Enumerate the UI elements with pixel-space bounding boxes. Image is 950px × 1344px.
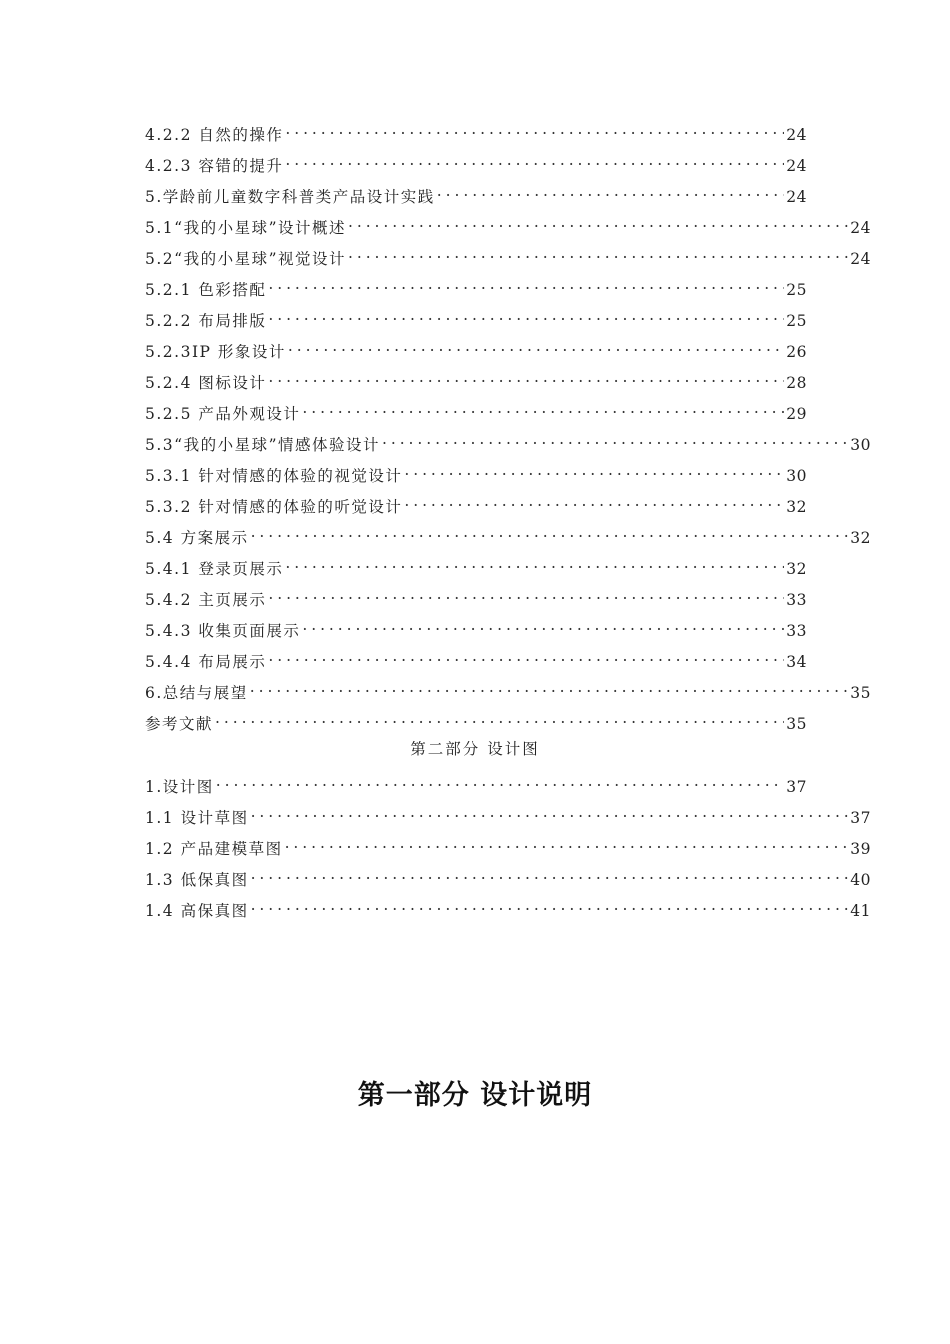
toc-entry-title: 参考文献	[145, 715, 214, 733]
part-two-heading: 第二部分 设计图	[410, 740, 540, 758]
toc-entry[interactable]	[145, 180, 807, 206]
toc-leader	[437, 180, 784, 202]
toc-leader	[268, 583, 784, 605]
toc-leader	[251, 801, 849, 823]
toc-entry-page: 26	[786, 343, 807, 361]
toc-entry-page: 30	[850, 436, 871, 454]
toc-leader	[382, 428, 848, 450]
toc-entry[interactable]	[145, 397, 807, 423]
toc-entry[interactable]	[145, 242, 871, 268]
toc-entry-page: 24	[786, 188, 807, 206]
toc-entry[interactable]	[145, 894, 871, 920]
part-one-title: 第一部分 设计说明	[357, 1080, 593, 1111]
toc-entry[interactable]	[145, 770, 807, 796]
toc-entry-title: 6.总结与展望	[145, 684, 248, 702]
toc-entry-page: 35	[786, 715, 807, 733]
toc-entry-title: 5.3.1 针对情感的体验的视觉设计	[145, 467, 403, 485]
toc-entry-title: 5.4.4 布局展示	[145, 653, 267, 671]
toc-entry-page: 30	[786, 467, 807, 485]
toc-leader	[250, 676, 848, 698]
toc-entry[interactable]	[145, 583, 807, 609]
toc-leader	[404, 459, 784, 481]
toc-entry[interactable]	[145, 614, 807, 640]
toc-entry-page: 24	[786, 126, 807, 144]
toc-entry-page: 39	[850, 840, 871, 858]
toc-entry-page: 24	[786, 157, 807, 175]
toc-entry-title: 5.3“我的小星球”情感体验设计	[145, 436, 380, 454]
toc-leader	[348, 242, 848, 264]
toc-entry[interactable]	[145, 273, 807, 299]
toc-leader	[251, 863, 849, 885]
toc-entry[interactable]	[145, 676, 871, 702]
toc-leader	[216, 770, 784, 792]
toc-leader	[288, 335, 784, 357]
toc-leader	[268, 366, 784, 388]
toc-entry-page: 33	[786, 591, 807, 609]
toc-entry[interactable]	[145, 428, 871, 454]
toc-entry[interactable]	[145, 801, 871, 827]
toc-entry-title: 5.2.2 布局排版	[145, 312, 267, 330]
toc-entry-title: 5.3.2 针对情感的体验的听觉设计	[145, 498, 403, 516]
toc-leader	[285, 832, 849, 854]
toc-entry[interactable]	[145, 521, 871, 547]
toc-entry-title: 5.4.1 登录页展示	[145, 560, 284, 578]
toc-leader	[215, 707, 784, 729]
toc-entry-title: 5.4.3 收集页面展示	[145, 622, 301, 640]
toc-entry-title: 5.学龄前儿童数字科普类产品设计实践	[145, 188, 435, 206]
toc-entry[interactable]	[145, 211, 871, 237]
toc-entry-page: 32	[786, 498, 807, 516]
toc-entry-title: 5.2.4 图标设计	[145, 374, 267, 392]
toc-entry-title: 5.2.1 色彩搭配	[145, 281, 267, 299]
toc-entry[interactable]	[145, 366, 807, 392]
toc-entry-page: 25	[786, 312, 807, 330]
toc-entry-page: 37	[850, 809, 871, 827]
toc-entry-title: 5.2.3IP 形象设计	[145, 343, 286, 361]
toc-entry-title: 1.设计图	[145, 778, 214, 796]
toc-entry-page: 32	[850, 529, 871, 547]
toc-entry[interactable]	[145, 832, 871, 858]
toc-leader	[302, 397, 784, 419]
toc-entry-title: 1.2 产品建模草图	[145, 840, 283, 858]
toc-entry-page: 41	[850, 902, 871, 920]
toc-entry[interactable]	[145, 863, 871, 889]
toc-entry-page: 32	[786, 560, 807, 578]
toc-leader	[268, 645, 784, 667]
toc-entry-page: 33	[786, 622, 807, 640]
toc-entry-page: 37	[786, 778, 807, 796]
toc-entry[interactable]	[145, 149, 807, 175]
toc-entry-title: 4.2.2 自然的操作	[145, 126, 284, 144]
toc-entry[interactable]	[145, 304, 807, 330]
toc-entry-title: 1.3 低保真图	[145, 871, 249, 889]
toc-entry-title: 5.4 方案展示	[145, 529, 249, 547]
toc-entry[interactable]	[145, 118, 807, 144]
toc-entry[interactable]	[145, 552, 807, 578]
toc-entry-title: 5.2.5 产品外观设计	[145, 405, 301, 423]
toc-entry-title: 1.4 高保真图	[145, 902, 249, 920]
toc-entry-page: 29	[786, 405, 807, 423]
toc-entry-page: 40	[850, 871, 871, 889]
toc-leader	[348, 211, 848, 233]
toc-entry-page: 28	[786, 374, 807, 392]
toc-leader	[285, 149, 784, 171]
toc-entry-title: 4.2.3 容错的提升	[145, 157, 284, 175]
toc-entry[interactable]	[145, 645, 807, 671]
toc-entry-page: 25	[786, 281, 807, 299]
toc-entry[interactable]	[145, 335, 807, 361]
toc-entry[interactable]	[145, 490, 807, 516]
toc-leader	[285, 552, 784, 574]
toc-entry-title: 5.4.2 主页展示	[145, 591, 267, 609]
toc-entry-page: 34	[786, 653, 807, 671]
toc-leader	[285, 118, 784, 140]
toc-entry-page: 35	[850, 684, 871, 702]
toc-leader	[251, 521, 849, 543]
toc-entry-title: 1.1 设计草图	[145, 809, 249, 827]
toc-entry[interactable]	[145, 459, 807, 485]
toc-entry-page: 24	[850, 219, 871, 237]
toc-entry-title: 5.1“我的小星球”设计概述	[145, 219, 346, 237]
toc-leader	[302, 614, 784, 636]
toc-leader	[268, 304, 784, 326]
toc-leader	[268, 273, 784, 295]
toc-entry-page: 24	[850, 250, 871, 268]
toc-entry[interactable]	[145, 707, 807, 733]
toc-leader	[251, 894, 849, 916]
toc-entry-title: 5.2“我的小星球”视觉设计	[145, 250, 346, 268]
toc-leader	[404, 490, 784, 512]
